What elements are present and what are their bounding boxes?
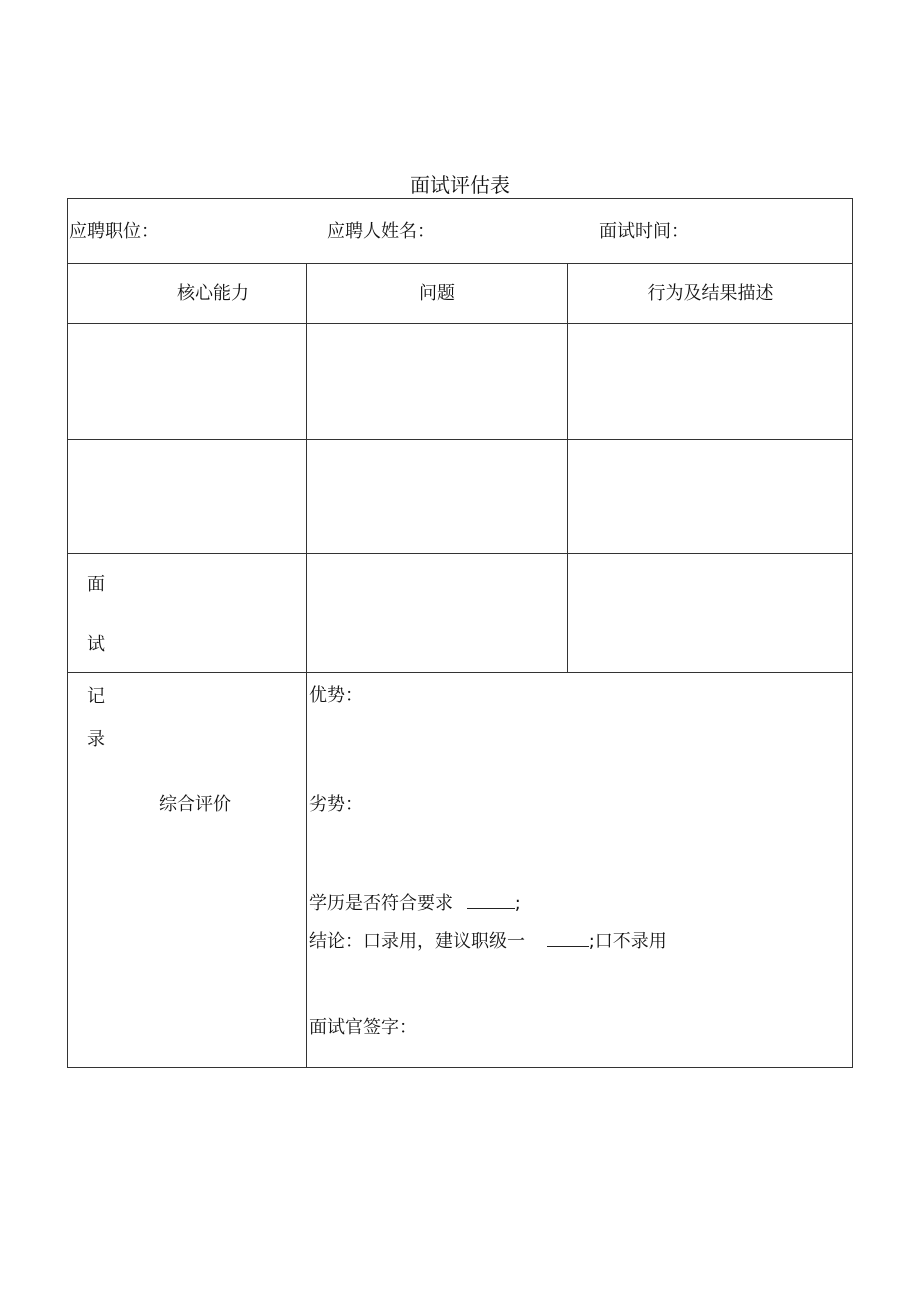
education-requirement-label: 学历是否符合要求 (309, 893, 453, 914)
conclusion-line (309, 930, 667, 953)
education-requirement-line (309, 892, 521, 915)
education-suffix: ; (514, 893, 521, 914)
interview-time-label: 面试时间： (599, 221, 689, 242)
position-label: 应聘职位： (69, 221, 159, 242)
candidate-name-label: 应聘人姓名： (327, 221, 435, 242)
record-label-char: 试 (87, 634, 105, 655)
record-label-char: 记 (87, 686, 105, 707)
hire-option[interactable]: 口录用，建议职级一 (363, 931, 525, 952)
record-label-char: 录 (87, 729, 105, 750)
job-level-blank[interactable] (547, 930, 589, 947)
row-divider-2 (67, 553, 853, 554)
interviewer-signature-label: 面试官签字： (309, 1017, 417, 1038)
row-divider-columns (67, 323, 853, 324)
reject-option[interactable]: ;口不录用 (588, 931, 667, 952)
row-divider-3 (67, 672, 853, 673)
strengths-label: 优势： (309, 685, 363, 706)
record-label-char: 面 (87, 574, 105, 595)
row-divider-1 (67, 439, 853, 440)
overall-evaluation-label: 综合评价 (159, 794, 231, 815)
weaknesses-label: 劣势： (309, 794, 363, 815)
education-answer-blank[interactable] (467, 892, 515, 909)
row-divider-header (67, 263, 853, 264)
column-header-core-ability: 核心能力 (177, 283, 249, 304)
conclusion-label: 结论： (309, 931, 363, 952)
col-divider-1 (306, 263, 307, 1068)
col-divider-2 (567, 263, 568, 673)
form-title: 面试评估表 (410, 173, 510, 197)
column-header-behavior: 行为及结果描述 (647, 283, 774, 304)
column-header-question: 问题 (419, 283, 455, 304)
